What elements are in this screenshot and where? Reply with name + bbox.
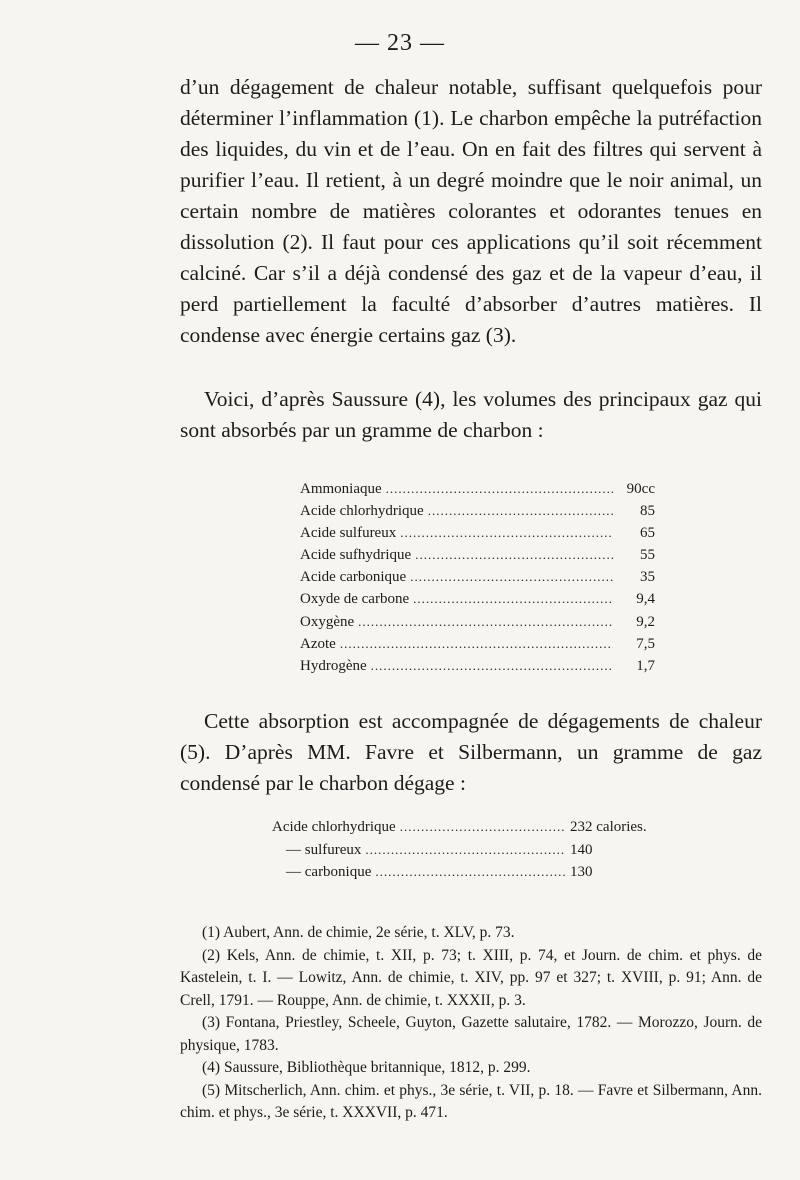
footnote-4: (4) Saussure, Bibliothèque britannique, 1812, p. 299. — [202, 1059, 531, 1076]
table-row — [300, 500, 655, 522]
gas-volume: 9,4 — [636, 591, 655, 608]
gas-name: Hydrogène — [300, 657, 367, 674]
gas-name: Azote — [300, 635, 336, 652]
gas-name: Acide chlorhydrique — [272, 819, 396, 835]
table-row — [300, 478, 655, 500]
gas-volume: 85 — [640, 503, 655, 520]
gas-name: — carbonique — [286, 864, 372, 880]
leader-dots — [386, 478, 613, 500]
gas-volume: 35 — [640, 569, 655, 586]
footnote-2: (2) Kels, Ann. de chimie, t. XII, p. 73; t. XIII, p. 74, et Journ. de chim. et phys. de Kastelein, t. I. — Lowitz, Ann. de chimie, t. XIV, pp. 97 et 327; t. XVIII, p. 91; Ann. de Crell, 1791. — Rouppe, Ann. de chimie, t. XXXII, p. 3. — [180, 946, 762, 1009]
gas-name: Oxyde de carbone — [300, 591, 410, 608]
gas-absorption-table — [300, 478, 655, 677]
paragraph-saussure-intro: Voici, d’après Saussure (4), les volumes des principaux gaz qui sont absorbés par un gramme de charbon : — [180, 387, 762, 442]
leader-dots — [413, 588, 613, 610]
leader-dots — [375, 861, 566, 883]
table-row — [300, 655, 655, 677]
leader-dots — [340, 633, 613, 655]
heat-value: 232 calories. — [570, 819, 647, 835]
gas-volume: 90cc — [626, 481, 655, 497]
leader-dots — [365, 839, 566, 861]
leader-dots — [371, 655, 613, 677]
gas-name: — sulfureux — [286, 841, 362, 858]
table-row — [300, 566, 655, 588]
heat-value: 130 — [570, 864, 593, 880]
table-row — [300, 611, 655, 633]
paragraph-heat-release: Cette absorption est accompagnée de dégagements de chaleur (5). D’après MM. Favre et Silbermann, un gramme de gaz condensé par le charbon dégage : — [180, 709, 762, 795]
leader-dots — [415, 544, 613, 566]
table-row — [300, 588, 655, 610]
gas-name: Oxygène — [300, 613, 355, 630]
gas-name: Acide chlorhydrique — [300, 503, 424, 520]
gas-name: Acide carbonique — [300, 569, 407, 586]
table-row — [300, 522, 655, 544]
leader-dots — [410, 566, 613, 588]
page-number: — 23 — — [355, 30, 445, 56]
gas-name: Ammoniaque — [300, 481, 382, 497]
footnote-1: (1) Aubert, Ann. de chimie, 2e série, t. XLV, p. 73. — [202, 924, 515, 941]
footnote-3: (3) Fontana, Priestley, Scheele, Guyton, Gazette salutaire, 1782. — Morozzo, Journ. de physique, 1783. — [180, 1014, 762, 1054]
table-row — [300, 633, 655, 655]
paragraph-charcoal-properties: d’un dégagement de chaleur notable, suffisant quelquefois pour déterminer l’inflammation (1). Le charbon empêche la putréfaction des liquides, du vin et de l’eau. On en fait des filtres qui servent à purifier l’eau. Il retient, à un degré moindre que le noir animal, un certain nombre de matières colorantes et odorantes tenues en dissolution (2). Il faut pour ces applications qu’il soit récemment calciné. Car s’il a déjà condensé des gaz et de la vapeur d’eau, il perd partiellement la faculté d’absorber d’autres matières. Il condense avec énergie certains gaz (3). — [180, 75, 762, 347]
gas-volume: 7,5 — [636, 635, 655, 652]
gas-name: Acide sufhydrique — [300, 547, 412, 564]
heat-release-table — [272, 816, 662, 884]
leader-dots — [358, 611, 613, 633]
table-row — [300, 544, 655, 566]
table-row — [272, 816, 662, 839]
table-row — [272, 861, 662, 884]
leader-dots — [400, 522, 613, 544]
gas-volume: 65 — [640, 525, 655, 542]
leader-dots — [428, 500, 613, 522]
footnotes — [180, 922, 762, 1125]
gas-name: Acide sulfureux — [300, 525, 397, 542]
heat-value: 140 — [570, 841, 593, 858]
leader-dots — [400, 816, 566, 838]
footnote-5: (5) Mitscherlich, Ann. chim. et phys., 3e série, t. VII, p. 18. — Favre et Silbermann, Ann. chim. et phys., 3e série, t. XXXVII, p. 471. — [180, 1081, 762, 1121]
table-row — [272, 839, 662, 862]
gas-volume: 9,2 — [636, 613, 655, 630]
gas-volume: 55 — [640, 547, 655, 564]
gas-volume: 1,7 — [636, 657, 655, 674]
